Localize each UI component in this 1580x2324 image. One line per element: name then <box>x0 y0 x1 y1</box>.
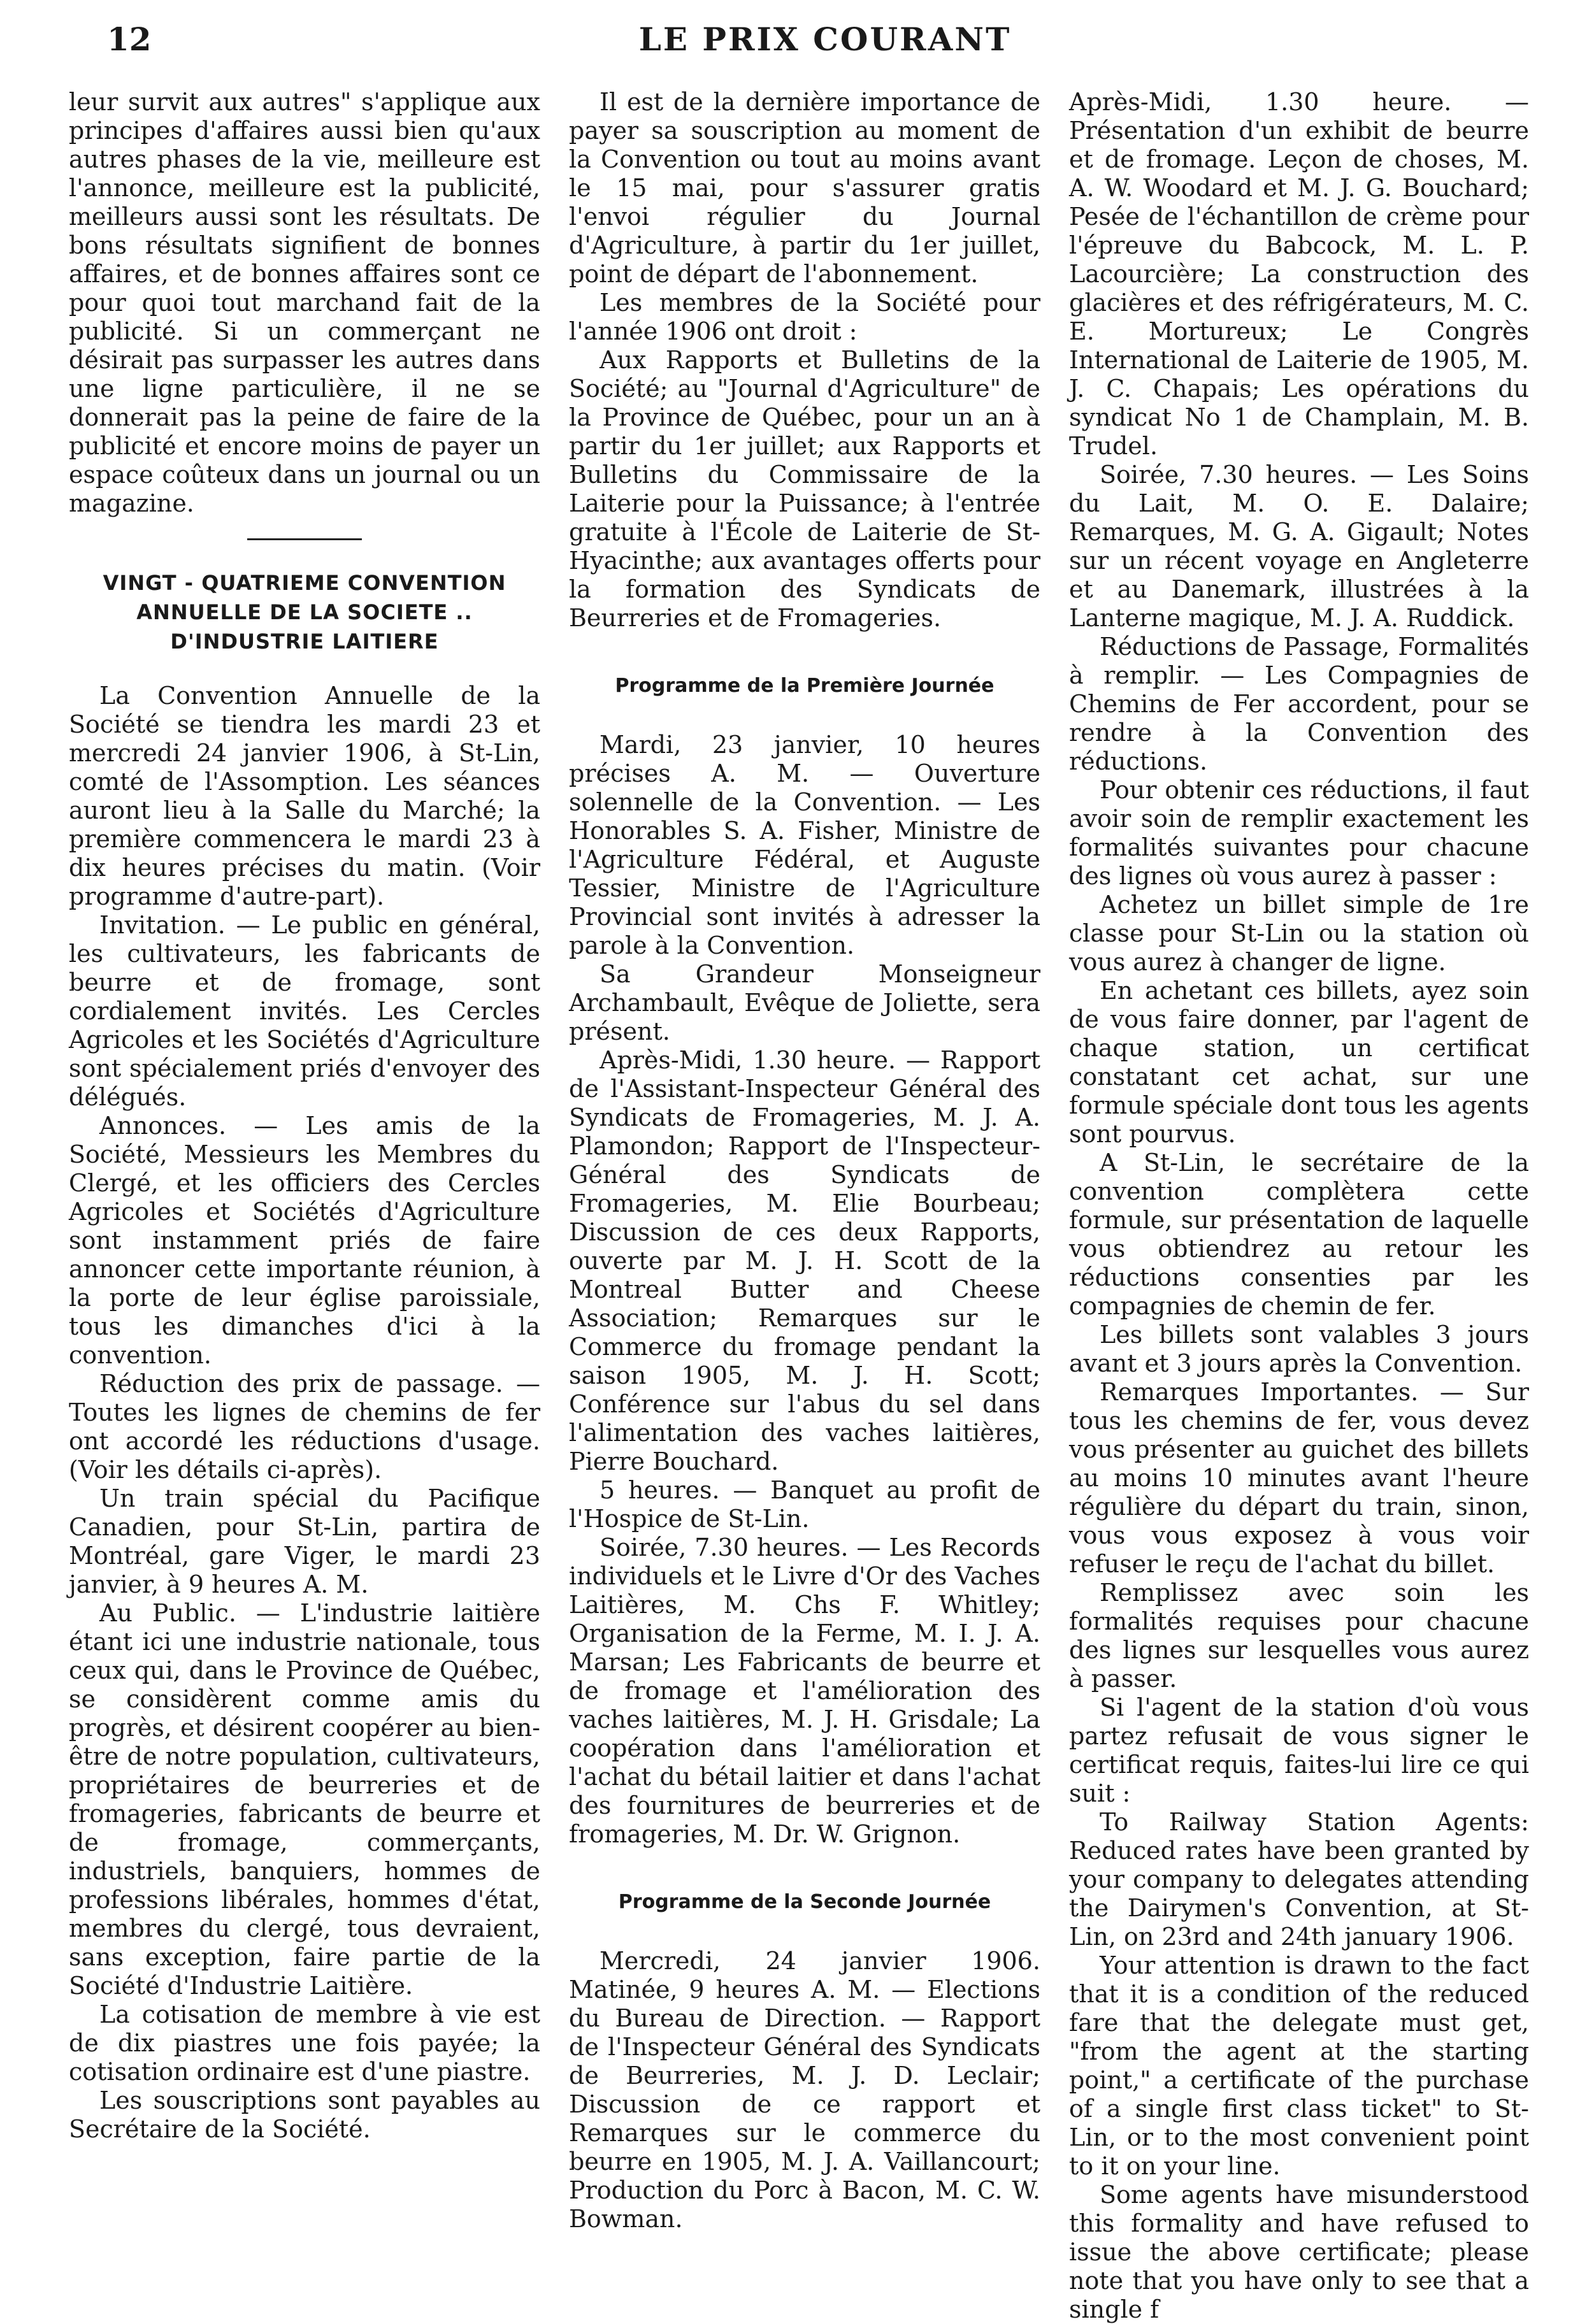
paragraph: Invitation. — Le public en général, les cultivateurs, les fabricants de beurre et de fromage, sont cordialement invités. Les Cercles Agricoles et les Sociétés d'Agriculture sont spécialement priés d'envoyer des délégués. <box>69 911 540 1111</box>
paragraph: Mardi, 23 janvier, 10 heures précises A. M. — Ouverture solennelle de la Convention. — Les Honorables S. A. Fisher, Ministre de l'Agriculture Fédéral, et Auguste Tessier, Ministre de l'Agriculture Provincial sont invités à adresser la parole à la Convention. <box>569 731 1040 959</box>
paragraph: Some agents have misunderstood this formality and have refused to issue the above certificate; please note that you have only to see that a single f <box>1069 2181 1529 2323</box>
section-heading-line: VINGT - QUATRIEME CONVENTION <box>103 571 506 595</box>
paragraph: Pour obtenir ces réductions, il faut avoir soin de remplir exactement les formalités suivantes pour chacune des lignes où vous aurez à passer : <box>1069 776 1529 890</box>
program-day2-heading: Programme de la Seconde Journée <box>618 1891 991 1913</box>
paragraph: 5 heures. — Banquet au profit de l'Hospice de St-Lin. <box>569 1476 1040 1533</box>
paragraph: Sa Grandeur Monseigneur Archambault, Evêque de Joliette, sera présent. <box>569 960 1040 1045</box>
column-2 <box>569 88 1040 2233</box>
program-day1-heading: Programme de la Première Journée <box>615 675 995 697</box>
paragraph: leur survit aux autres" s'applique aux principes d'affaires aussi bien qu'aux autres phases de la vie, meilleure est l'annonce, meilleure est la publicité, meilleurs aussi sont les résultats. De bons résultats signifient de bonnes affaires, et de bonnes affaires sont ce pour quoi tout marchand fait de la publicité. Si un commerçant ne désirait pas surpasser les autres dans une ligne particulière, il ne se donnerait pas la peine de faire de la publicité et encore moins de payer un espace coûteux dans un journal ou un magazine. <box>69 88 540 517</box>
paragraph: Annonces. — Les amis de la Société, Messieurs les Membres du Clergé, et les officiers des Cercles Agricoles et Sociétés d'Agriculture sont instamment priés de faire annoncer cette importante réunion, à la porte de leur église paroissiale, tous les dimanches d'ici à la convention. <box>69 1112 540 1369</box>
paragraph: Soirée, 7.30 heures. — Les Records individuels et le Livre d'Or des Vaches Laitières, M. Chs F. Whitley; Organisation de la Ferme, M. I. J. A. Marsan; Les Fabricants de beurre et de fromage et l'amélioration des vaches laitières, M. J. H. Grisdale; La coopération dans l'amélioration et l'achat du bétail laitier et dans l'achat des fournitures de beurreries et de fromageries, M. Dr. W. Grignon. <box>569 1533 1040 1848</box>
paragraph: Les billets sont valables 3 jours avant et 3 jours après la Convention. <box>1069 1321 1529 1377</box>
journal-title: LE PRIX COURANT <box>638 20 1012 58</box>
paragraph: Remarques Importantes. — Sur tous les chemins de fer, vous devez vous présenter au guichet des billets au moins 10 minutes avant l'heure régulière du départ du train, sinon, vous vous exposez à vous voir refuser le reçu de l'achat du billet. <box>1069 1378 1529 1578</box>
paragraph: Après-Midi, 1.30 heure. — Présentation d'un exhibit de beurre et de fromage. Leçon de choses, M. A. W. Woodard et M. J. G. Bouchard; Pesée de l'échantillon de crème pour l'épreuve du Babcock, M. L. P. Lacourcière; La construction des glacières et des réfrigérateurs, M. C. E. Mortureux; Le Congrès International de Laiterie de 1905, M. J. C. Chapais; Les opérations du syndicat No 1 de Champlain, M. B. Trudel. <box>1069 88 1529 460</box>
paragraph: A St-Lin, le secrétaire de la convention complètera cette formule, sur présentation de laquelle vous obtiendrez au retour les réductions consenties par les compagnies de chemin de fer. <box>1069 1149 1529 1320</box>
paragraph: Achetez un billet simple de 1re classe pour St-Lin ou la station où vous aurez à changer de ligne. <box>1069 891 1529 976</box>
paragraph: Si l'agent de la station d'où vous partez refusait de vous signer le certificat requis, faites-lui lire ce qui suit : <box>1069 1693 1529 1807</box>
section-heading-line: ANNUELLE DE LA SOCIETE .. <box>136 600 473 624</box>
section-heading-line: D'INDUSTRIE LAITIERE <box>170 629 439 654</box>
section-divider <box>247 538 362 540</box>
paragraph: Un train spécial du Pacifique Canadien, pour St-Lin, partira de Montréal, gare Viger, le mardi 23 janvier, à 9 heures A. M. <box>69 1484 540 1598</box>
page-number: 12 <box>107 20 152 58</box>
paragraph: Les membres de la Société pour l'année 1906 ont droit : <box>569 289 1040 345</box>
paragraph: La Convention Annuelle de la Société se tiendra les mardi 23 et mercredi 24 janvier 1906, à St-Lin, comté de l'Assomption. Les séances auront lieu à la Salle du Marché; la première commencera le mardi 23 à dix heures précises du matin. (Voir programme d'autre-part). <box>69 682 540 910</box>
paragraph: Les souscriptions sont payables au Secrétaire de la Société. <box>69 2086 540 2143</box>
paragraph: Aux Rapports et Bulletins de la Société; au "Journal d'Agriculture" de la Province de Québec, pour un an à partir du 1er juillet; aux Rapports et Bulletins du Commissaire de la Laiterie pour la Puissance; à l'entrée gratuite à l'École de Laiterie de St-Hyacinthe; aux avantages offerts pour la formation des Syndicats de Beurreries et de Fromageries. <box>569 346 1040 632</box>
paragraph: La cotisation de membre à vie est de dix piastres une fois payée; la cotisation ordinaire est d'une piastre. <box>69 2000 540 2086</box>
paragraph: Il est de la dernière importance de payer sa souscription au moment de la Convention ou tout au moins avant le 15 mai, pour s'assurer gratis l'envoi régulier du Journal d'Agriculture, à partir du 1er juillet, point de départ de l'abonnement. <box>569 88 1040 288</box>
paragraph: En achetant ces billets, ayez soin de vous faire donner, par l'agent de chaque station, un certificat constatant cet achat, sur une formule spéciale dont tous les agents sont pourvus. <box>1069 977 1529 1148</box>
page-header <box>96 14 1555 71</box>
column-3 <box>1069 88 1529 2323</box>
paragraph: Réduction des prix de passage. — Toutes les lignes de chemins de fer ont accordé les réductions d'usage. (Voir les détails ci-après). <box>69 1370 540 1484</box>
paragraph: Réductions de Passage, Formalités à remplir. — Les Compagnies de Chemins de Fer accordent, pour se rendre à la Convention des réductions. <box>1069 633 1529 775</box>
section-heading <box>69 568 540 656</box>
paragraph: Après-Midi, 1.30 heure. — Rapport de l'Assistant-Inspecteur Général des Syndicats de Fromageries, M. J. A. Plamondon; Rapport de l'Inspecteur-Général des Syndicats de Fromageries, M. Elie Bourbeau; Discussion de ces deux Rapports, ouverte par M. J. H. Scott de la Montreal Butter and Cheese Association; Remarques sur le Commerce du fromage pendant la saison 1905, M. J. H. Scott; Conférence sur l'abus du sel dans l'alimentation des vaches laitières, Pierre Bouchard. <box>569 1046 1040 1475</box>
paragraph: To Railway Station Agents: Reduced rates have been granted by your company to delegates attending the Dairymen's Convention, at St-Lin, on 23rd and 24th january 1906. <box>1069 1808 1529 1951</box>
column-1 <box>69 88 540 2209</box>
paragraph: Au Public. — L'industrie laitière étant ici une industrie nationale, tous ceux qui, dans le Province de Québec, se considèrent comme amis du progrès, et désirent coopérer au bien-être de notre population, cultivateurs, propriétaires de beurreries et de fromageries, fabricants de beurre et de fromage, commerçants, industriels, banquiers, hommes de professions libérales, hommes d'état, membres du clergé, tous devraient, sans exception, faire partie de la Société d'Industrie Laitière. <box>69 1599 540 2000</box>
paragraph: Your attention is drawn to the fact that it is a condition of the reduced fare that the delegate must get, "from the agent at the starting point," a certificate of the purchase of a single first class ticket" to St-Lin, or to the most convenient point to it on your line. <box>1069 1951 1529 2180</box>
paragraph: Remplissez avec soin les formalités requises pour chacune des lignes sur lesquelles vous aurez à passer. <box>1069 1579 1529 1693</box>
paragraph: Soirée, 7.30 heures. — Les Soins du Lait, M. O. E. Dalaire; Remarques, M. G. A. Gigault; Notes sur un récent voyage en Angleterre et au Danemark, illustrées à la Lanterne magique, M. J. A. Ruddick. <box>1069 461 1529 632</box>
paragraph: Mercredi, 24 janvier 1906. Matinée, 9 heures A. M. — Elections du Bureau de Direction. — Rapport de l'Inspecteur Général des Syndicats de Beurreries, M. J. D. Leclair; Discussion de ce rapport et Remarques sur le commerce du beurre en 1905, M. J. A. Vaillancourt; Production du Porc à Bacon, M. C. W. Bowman. <box>569 1947 1040 2233</box>
